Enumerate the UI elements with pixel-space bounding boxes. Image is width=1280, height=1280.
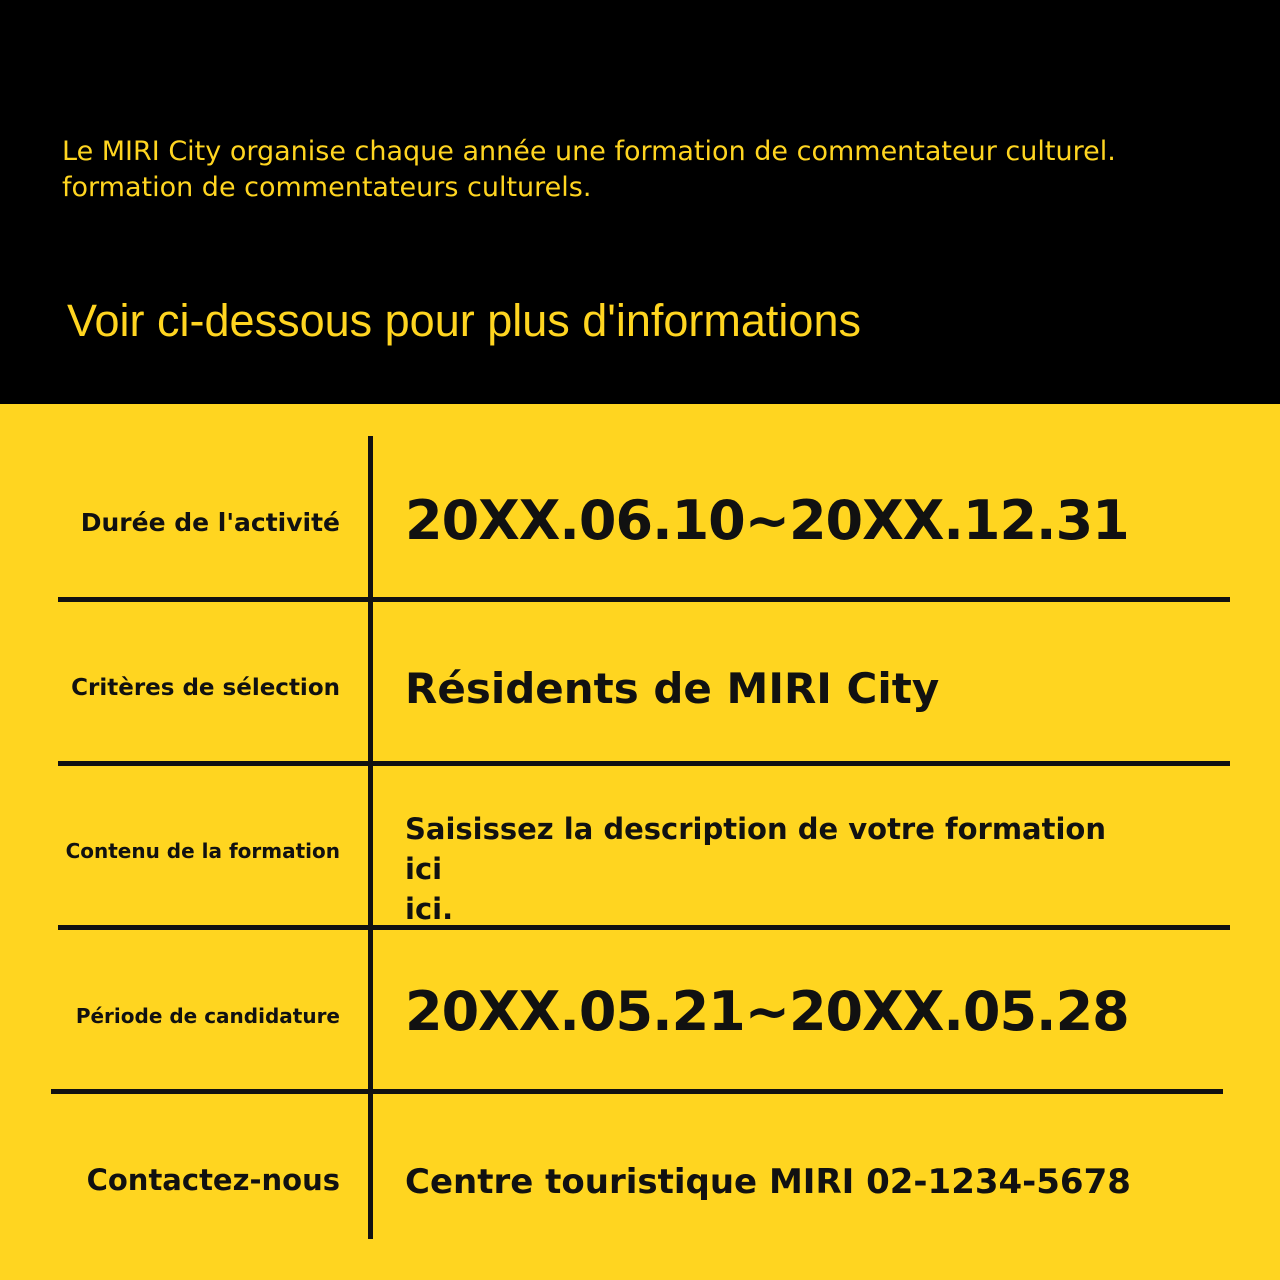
header-panel bbox=[0, 0, 1280, 404]
row-value-training-content: Saisissez la description de votre formation ici ici. bbox=[405, 812, 1106, 926]
row-label-application-period: Période de candidature bbox=[75, 1004, 340, 1028]
row-label-selection-criteria: Critères de sélection bbox=[71, 675, 340, 701]
subheading: Voir ci-dessous pour plus d'informations bbox=[67, 295, 861, 346]
table-row-divider bbox=[58, 597, 1230, 602]
row-value-selection-criteria: Résidents de MIRI City bbox=[405, 664, 940, 713]
row-value-contact: Centre touristique MIRI 02-1234-5678 bbox=[405, 1162, 1131, 1202]
table-column-divider bbox=[368, 436, 373, 1239]
table-row-divider bbox=[58, 761, 1230, 766]
row-label-contact: Contactez-nous bbox=[86, 1163, 340, 1197]
intro-text: Le MIRI City organise chaque année une formation de commentateur culturel. formation de commentateurs culturels. bbox=[62, 136, 1116, 203]
row-value-activity-duration: 20XX.06.10~20XX.12.31 bbox=[405, 489, 1129, 552]
row-label-training-content: Contenu de la formation bbox=[65, 839, 340, 863]
row-label-activity-duration: Durée de l'activité bbox=[80, 508, 340, 537]
table-row-divider bbox=[51, 1089, 1223, 1094]
row-value-application-period: 20XX.05.21~20XX.05.28 bbox=[405, 980, 1129, 1043]
